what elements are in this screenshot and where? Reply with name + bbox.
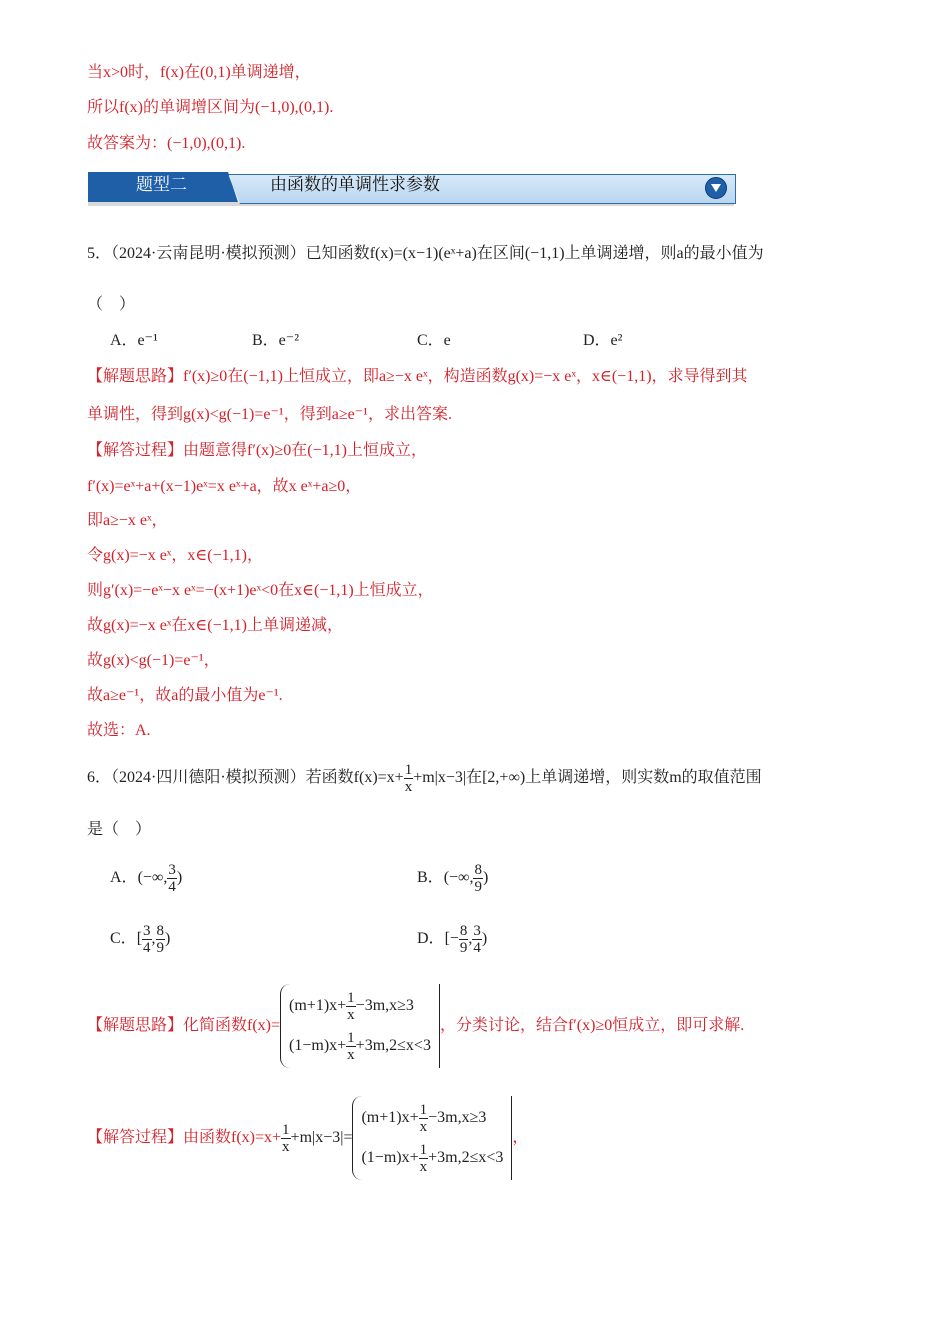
solution-line: 故选：A. — [87, 722, 151, 739]
solution-line: f′(x)=eˣ+a+(x−1)eˣ=x eˣ+a，故x eˣ+a≥0， — [87, 478, 362, 495]
solution-line: 则g′(x)=−eˣ−x eˣ=−(x+1)eˣ<0在x∈(−1,1)上恒成立， — [87, 582, 434, 599]
option-a: A．(−∞, $\frac{3}{4}$ ) — [110, 861, 183, 895]
solution-line: 即a≥−x eˣ， — [87, 512, 168, 529]
question-6-paren: 是（ ） — [87, 821, 152, 838]
solution-process-6: 【解答过程】由函数f(x)=x+ $\frac{1}{x}$ +m|x−3|= (m+1)x+ $\frac{1}{x}$ −3m,x≥3 (1−m)x+ $\frac{1}{x}$ +3m,2≤x<3 ， — [87, 1090, 528, 1186]
question-5-paren: （ ） — [87, 296, 136, 313]
section-banner — [88, 172, 736, 206]
solution-idea-6: 【解题思路】化简函数f(x)= (m+1)x+ $\frac{1}{x}$ −3m,x≥3 (1−m)x+ $\frac{1}{x}$ +3m,2≤x<3 ，分类讨论，结合f′(x)≥0恒成立，即可求解. — [87, 978, 744, 1074]
solution-line: 故g(x)<g(−1)=e⁻¹， — [87, 652, 220, 669]
piecewise-function: (m+1)x+ $\frac{1}{x}$ −3m,x≥3 (1−m)x+ $\frac{1}{x}$ +3m,2≤x<3 — [280, 984, 440, 1068]
solution-line: 令g(x)=−x eˣ，x∈(−1,1)， — [87, 547, 263, 564]
text-line: 所以f(x)的单调增区间为(−1,0),(0,1). — [87, 99, 334, 116]
solution-line: 故g(x)=−x eˣ在x∈(−1,1)上单调递减， — [87, 617, 343, 634]
solution-idea: 【解题思路】f′(x)≥0在(−1,1)上恒成立，即a≥−x eˣ，构造函数g(x)=−x eˣ，x∈(−1,1)，求导得到其 — [87, 368, 748, 385]
option-d: D．[− $\frac{8}{9}$ , $\frac{3}{4}$ ) — [417, 922, 488, 956]
solution-idea: 单调性，得到g(x)<g(−1)=e⁻¹，得到a≥e⁻¹，求出答案. — [87, 406, 452, 423]
text-line: 当x>0时，f(x)在(0,1)单调递增， — [87, 64, 311, 81]
option-b: B．(−∞, $\frac{8}{9}$ ) — [417, 861, 489, 895]
banner-tag-label: 题型二 — [136, 175, 187, 195]
banner-title: 由函数的单调性求参数 — [270, 175, 440, 195]
question-6-stem: 6．（2024·四川德阳·模拟预测）若函数f(x)=x+ $\frac{1}{x}$ +m|x−3|在[2,+∞)上单调递增，则实数m的取值范围 — [87, 761, 762, 795]
text-line: 故答案为：(−1,0),(0,1). — [87, 135, 246, 152]
fraction: $\frac{1}{x}$ — [404, 761, 413, 795]
option-c: C．e — [417, 332, 451, 349]
collapse-icon[interactable] — [705, 177, 727, 199]
piecewise-function: (m+1)x+ $\frac{1}{x}$ −3m,x≥3 (1−m)x+ $\frac{1}{x}$ +3m,2≤x<3 — [352, 1096, 512, 1180]
option-c: C．[ $\frac{3}{4}$ , $\frac{8}{9}$ ) — [110, 922, 171, 956]
option-d: D．e² — [583, 332, 623, 349]
solution-line: 故a≥e⁻¹，故a的最小值为e⁻¹. — [87, 687, 283, 704]
option-b: B．e⁻² — [252, 332, 300, 349]
option-a: A．e⁻¹ — [110, 332, 158, 349]
solution-line: 【解答过程】由题意得f′(x)≥0在(−1,1)上恒成立， — [87, 442, 427, 459]
question-5-stem: 5．（2024·云南昆明·模拟预测）已知函数f(x)=(x−1)(eˣ+a)在区间(−1,1)上单调递增，则a的最小值为 — [87, 245, 764, 262]
